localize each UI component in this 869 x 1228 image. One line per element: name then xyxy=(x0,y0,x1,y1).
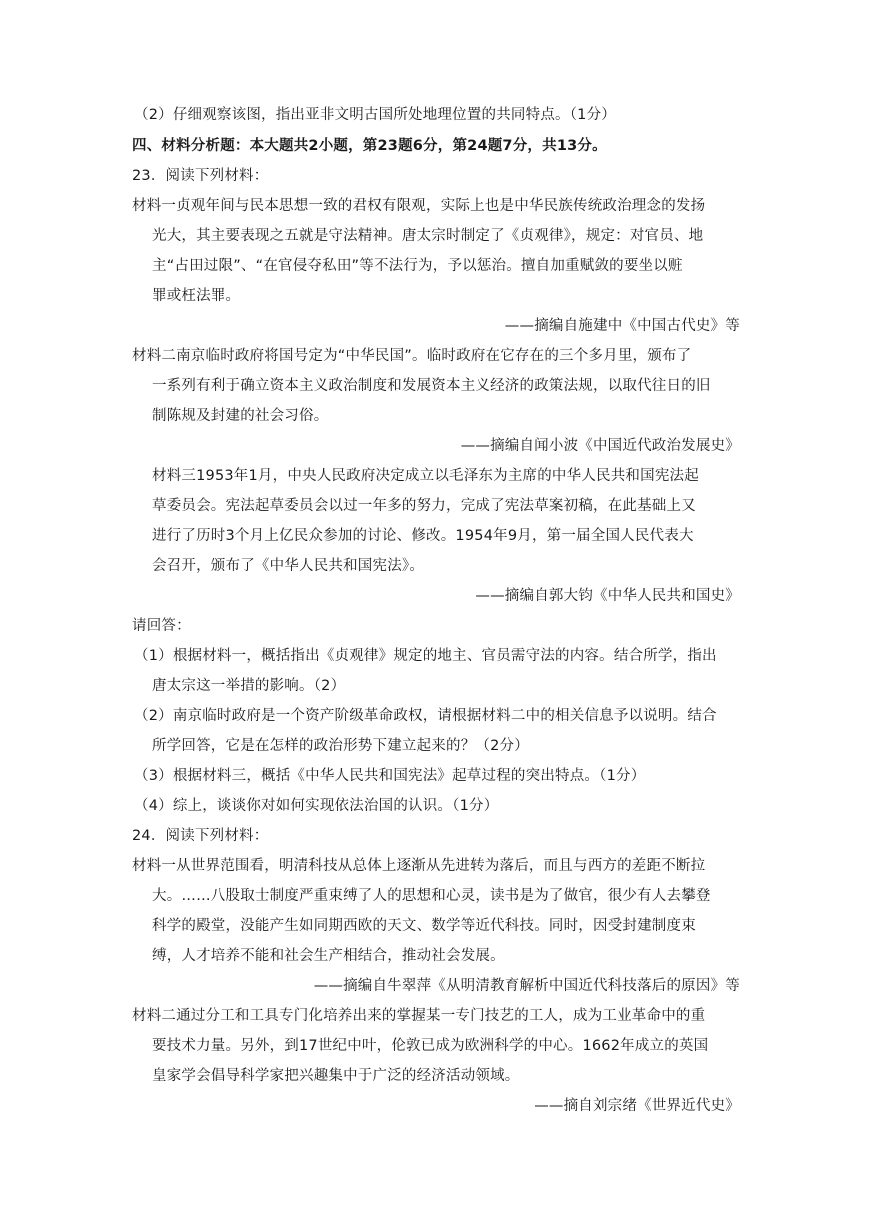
text-line: 材料二通过分工和工具专门化培养出来的掌握某一专门技艺的工人，成为工业革命中的重 xyxy=(132,1008,706,1024)
text-line: 请回答： xyxy=(132,618,191,634)
text-line: 会召开，颁布了《中华人民共和国宪法》。 xyxy=(152,558,425,574)
text-line: 进行了历时3个月上亿民众参加的讨论、修改。1954年9月，第一届全国人民代表大 xyxy=(152,528,694,544)
text-line: 缚，人才培养不能和社会生产相结合，推动社会发展。 xyxy=(152,948,505,964)
text-line: 制陈规及封建的社会习俗。 xyxy=(152,408,329,424)
text-line: 罪或枉法罪。 xyxy=(152,288,241,304)
text-line: 材料三1953年1月，中央人民政府决定成立以毛泽东为主席的中华人民共和国宪法起 xyxy=(152,468,699,484)
text-line: 皇家学会倡导科学家把兴趣集中于广泛的经济活动领域。 xyxy=(152,1068,520,1084)
section-heading: 四、材料分析题：本大题共2小题，第23题6分，第24题7分，共13分。 xyxy=(132,138,607,154)
text-line: 材料一从世界范围看，明清科技从总体上逐渐从先进转为落后，而且与西方的差距不断拉 xyxy=(132,858,706,874)
text-line: 科学的殿堂，没能产生如同期西欧的天文、数学等近代科技。同时，因受封建制度束 xyxy=(152,918,696,934)
text-line: （2）南京临时政府是一个资产阶级革命政权，请根据材料二中的相关信息予以说明。结合 xyxy=(134,708,717,724)
source-citation: ——摘编自施建中《中国古代史》等 xyxy=(504,318,740,334)
text-line: 一系列有利于确立资本主义政治制度和发展资本主义经济的政策法规，以取代往日的旧 xyxy=(152,378,711,394)
text-line: 大。……八股取士制度严重束缚了人的思想和心灵，读书是为了做官，很少有人去攀登 xyxy=(152,888,711,904)
source-citation: ——摘编自牛翠萍《从明清教育解析中国近代科技落后的原因》等 xyxy=(313,978,740,994)
text-line: （1）根据材料一，概括指出《贞观律》规定的地主、官员需守法的内容。结合所学，指出 xyxy=(134,648,717,664)
text-line: 草委员会。宪法起草委员会以过一年多的努力，完成了宪法草案初稿，在此基础上又 xyxy=(152,498,696,514)
text-line: 24．阅读下列材料： xyxy=(132,828,269,844)
text-line: （2）仔细观察该图，指出亚非文明古国所处地理位置的共同特点。（1分） xyxy=(134,107,616,123)
text-line: 光大，其主要表现之五就是守法精神。唐太宗时制定了《贞观律》，规定：对官员、地 xyxy=(152,228,704,244)
text-line: 23．阅读下列材料： xyxy=(132,168,269,184)
source-citation: ——摘编自闻小波《中国近代政治发展史》 xyxy=(460,438,740,454)
text-line: 材料一贞观年间与民本思想一致的君权有限观，实际上也是中华民族传统政治理念的发扬 xyxy=(132,198,706,214)
text-line: 唐太宗这一举措的影响。（2） xyxy=(152,678,346,694)
text-line: （4）综上，谈谈你对如何实现依法治国的认识。（1分） xyxy=(134,798,499,814)
text-line: 所学回答，它是在怎样的政治形势下建立起来的？（2分） xyxy=(152,738,529,754)
source-citation: ——摘自刘宗绪《世界近代史》 xyxy=(534,1098,740,1114)
text-line: 要技术力量。另外，到17世纪中叶，伦敦已成为欧洲科学的中心。1662年成立的英国 xyxy=(152,1038,709,1054)
text-line: 材料二南京临时政府将国号定为“中华民国”。临时政府在它存在的三个多月里，颁布了 xyxy=(132,348,692,364)
text-line: 主“占田过限”、“在官侵夺私田”等不法行为，予以惩治。擅自加重赋敛的要坐以赃 xyxy=(152,258,683,274)
source-citation: ——摘编自郭大钧《中华人民共和国史》 xyxy=(475,588,740,604)
text-line: （3）根据材料三，概括《中华人民共和国宪法》起草过程的突出特点。（1分） xyxy=(134,768,646,784)
